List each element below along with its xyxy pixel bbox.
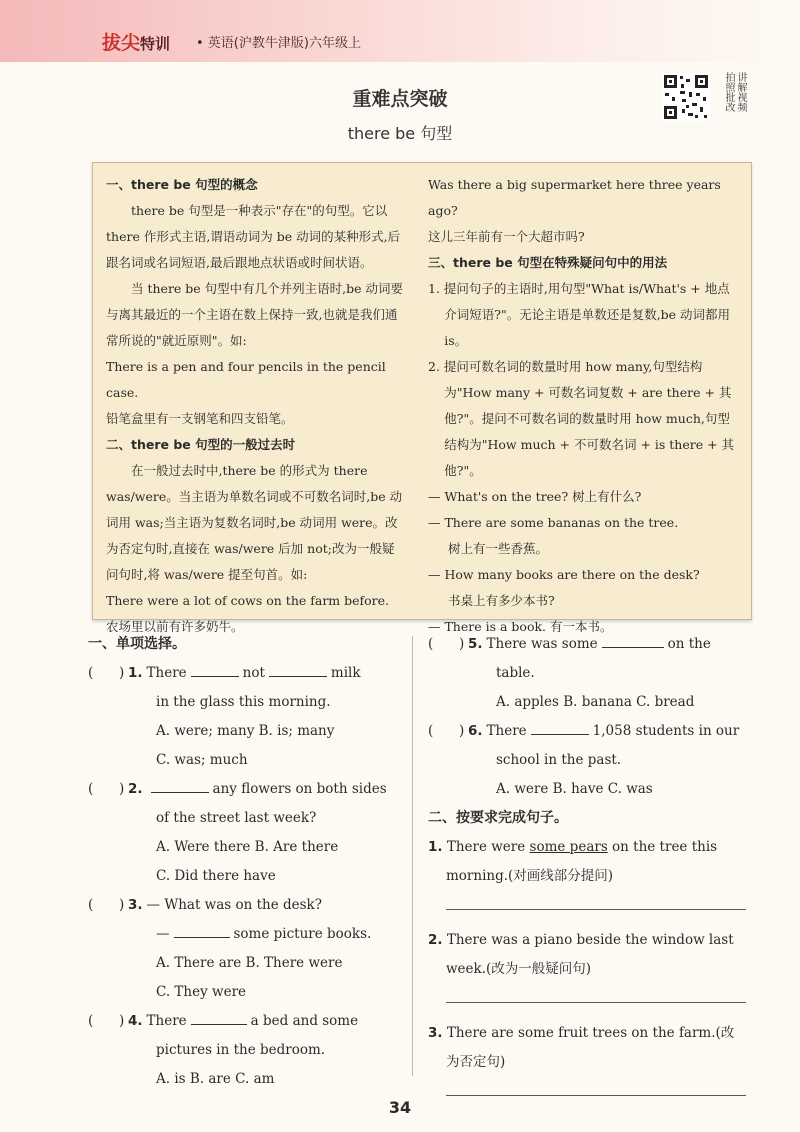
- box-example-cn: 铅笔盒里有一支钢笔和四支铅笔。: [106, 411, 294, 426]
- answer-blank[interactable]: [174, 936, 230, 938]
- box-heading-2: 二、there be 句型的一般过去时: [106, 437, 296, 452]
- box-paragraph: 当 there be 句型中有几个并列主语时,be 动词要与离其最近的一个主语在数上保持一致,也就是我们通常所说的"就近原则"。如:: [106, 281, 404, 348]
- part1-title: 一、单项选择。: [88, 636, 186, 652]
- answer-paren[interactable]: ( ): [88, 1013, 125, 1029]
- qr-label: 讲解视频 拍照批改: [723, 72, 746, 112]
- box-dialogue: — What's on the tree? 树上有什么?: [428, 489, 642, 504]
- box-rule: 1. 提问句子的主语时,用句型"What is/What's + 地点介词短语?"。无论主语是单数还是复数,be 动词都用 is。: [428, 281, 731, 348]
- exercise-right-column: ( ) 5. There was some on the table. A. apples B. banana C. bread ( ) 6. There 1,058 students in our school in the past. A. were B. have C. was 二、按要求完成句子。 1. There were some pears on the tree this morning.(对画线部分提问) 2. There was a piano beside the window last week.(改为一般疑问句) 3. There are some fruit trees on the farm.(改 为否定句): [428, 630, 752, 1112]
- page-title: 重难点突破: [352, 88, 448, 110]
- grammar-right-column: [428, 172, 738, 640]
- options: A. There are B. There were: [156, 955, 343, 971]
- page-number: 34: [388, 1098, 412, 1117]
- options: A. Were there B. Are there: [156, 839, 339, 855]
- answer-paren[interactable]: ( ): [88, 897, 125, 913]
- box-dialogue: — There is a book. 有一本书。: [428, 619, 613, 634]
- options: A. apples B. banana C. bread: [496, 694, 695, 710]
- answer-blank[interactable]: [269, 675, 327, 677]
- options: A. were; many B. is; many: [156, 723, 335, 739]
- box-dialogue: — How many books are there on the desk?: [428, 567, 700, 582]
- question-1: ( ) 1. There not milk: [88, 659, 404, 688]
- box-dialogue-cn: 书桌上有多少本书?: [448, 593, 555, 608]
- answer-blank[interactable]: [531, 733, 589, 735]
- column-divider: [412, 636, 413, 1076]
- answer-line[interactable]: [446, 1095, 746, 1096]
- question-6: ( ) 6. There 1,058 students in our: [428, 717, 752, 746]
- options: A. is B. are C. am: [156, 1071, 275, 1087]
- exercise-left-column: 一、单项选择。 ( ) 1. There not milk in the glass this morning. A. were; many B. is; many C. was; much ( ) 2. any flowers on both sides of the street last week? A. Were there B. Are there C. Did there have ( ) 3. — What was on the desk? — some picture books. A. There are B. There were C. They were ( ) 4. There a bed and some pictures in the bedroom. A. is B. are C. am: [88, 630, 404, 1094]
- question-5: ( ) 5. There was some on the: [428, 630, 752, 659]
- box-example: There were a lot of cows on the farm before.: [106, 593, 390, 608]
- sentence-2: 2. There was a piano beside the window last: [428, 932, 734, 948]
- answer-paren[interactable]: ( ): [88, 665, 125, 681]
- box-dialogue-cn: 树上有一些香蕉。: [448, 541, 549, 556]
- box-paragraph: 在一般过去时中,there be 的形式为 there was/were。当主语为单数名词或不可数名词时,be 动词用 was;当主语为复数名词时,be 动词用 were。改为否定句时,直接在 was/were 后加 not;改为一般疑问句时,将 was/were 提至句首。如:: [106, 463, 403, 582]
- box-heading-1: 一、there be 句型的概念: [106, 177, 258, 192]
- answer-blank[interactable]: [151, 791, 209, 793]
- book-title: • 英语(沪教牛津版)六年级上: [196, 36, 361, 51]
- box-dialogue: — There are some bananas on the tree.: [428, 515, 679, 530]
- answer-blank[interactable]: [602, 646, 664, 648]
- answer-blank[interactable]: [191, 675, 239, 677]
- grammar-left-column: [106, 172, 406, 640]
- sentence-1: 1. There were some pears on the tree this: [428, 839, 718, 855]
- question-2: ( ) 2. any flowers on both sides: [88, 775, 404, 804]
- options: C. Did there have: [156, 868, 276, 884]
- options: C. was; much: [156, 752, 248, 768]
- qr-code-icon[interactable]: [662, 73, 710, 121]
- answer-line[interactable]: [446, 1002, 746, 1003]
- answer-line[interactable]: [446, 909, 746, 910]
- box-rule: 2. 提问可数名词的数量时用 how many,句型结构为"How many + 可数名词复数 + are there + 其他?"。提问不可数名词的数量时用 how much,句型结构为"How much + 不可数名词 + is there + 其他?"。: [428, 359, 735, 478]
- answer-paren[interactable]: ( ): [428, 636, 465, 652]
- underlined-phrase: some pears: [529, 839, 608, 855]
- options: C. They were: [156, 984, 247, 1000]
- part2-title: 二、按要求完成句子。: [428, 810, 568, 826]
- options: A. were B. have C. was: [496, 781, 653, 797]
- answer-paren[interactable]: ( ): [88, 781, 125, 797]
- question-3: ( ) 3. — What was on the desk?: [88, 891, 404, 920]
- box-example: There is a pen and four pencils in the pencil case.: [106, 359, 386, 400]
- box-paragraph: there be 句型是一种表示"存在"的句型。它以 there 作形式主语,谓语动词为 be 动词的某种形式,后跟名词或名词短语,最后跟地点状语或时间状语。: [106, 203, 401, 270]
- box-example-cn: 这儿三年前有一个大超市吗?: [428, 229, 585, 244]
- sentence-3: 3. There are some fruit trees on the farm.(改: [428, 1025, 735, 1041]
- answer-paren[interactable]: ( ): [428, 723, 465, 739]
- box-example-cn: 农场里以前有许多奶牛。: [106, 619, 244, 634]
- page-subtitle: there be 句型: [347, 124, 453, 143]
- question-4: ( ) 4. There a bed and some: [88, 1007, 404, 1036]
- box-heading-3: 三、there be 句型在特殊疑问句中的用法: [428, 255, 668, 270]
- brand-logo: 拔尖特训: [102, 32, 171, 54]
- box-example: Was there a big supermarket here three years ago?: [428, 177, 721, 218]
- answer-blank[interactable]: [191, 1023, 247, 1025]
